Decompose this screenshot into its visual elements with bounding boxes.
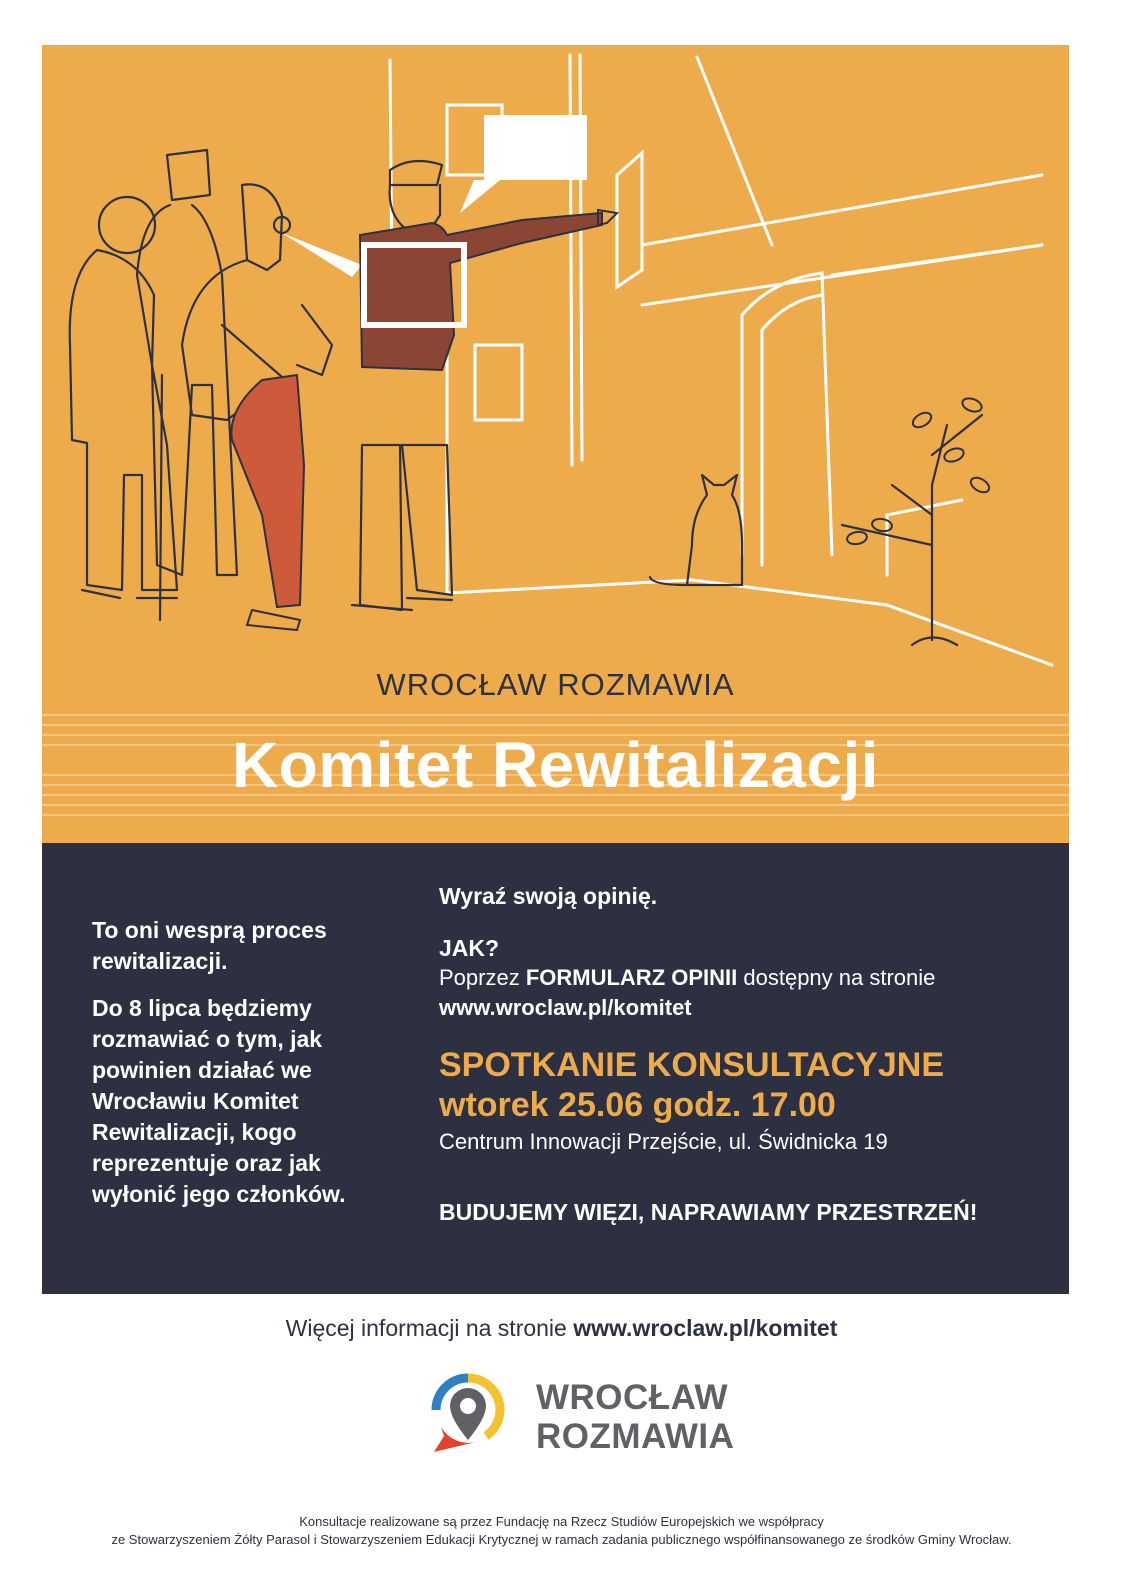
opinion-form-label: FORMULARZ OPINII bbox=[525, 965, 738, 990]
more-info-line: Więcej informacji na stronie www.wroclaw.pl/komitet bbox=[285, 1315, 838, 1341]
meeting-title: SPOTKANIE KONSULTACYJNE bbox=[439, 1046, 945, 1084]
how-label: JAK? bbox=[439, 935, 500, 961]
people-pointing-at-street-illustration bbox=[42, 45, 1069, 675]
info-panel bbox=[42, 843, 1069, 1294]
info-right-column bbox=[439, 881, 1059, 1227]
logo-text: WROCŁAW ROZMAWIA bbox=[536, 1378, 735, 1456]
meeting-date: wtorek 25.06 godz. 17.00 bbox=[439, 1086, 836, 1124]
event-series-label: WROCŁAW ROZMAWIA bbox=[376, 667, 735, 702]
footer-credits: Konsultacje realizowane są przez Fundację na Rzecz Studiów Europejskich we współpracy ze Stowarzyszeniem Żółty Parasol i Stowarzyszeniem Edukacji Krytycznej w ramach zadania publicznego współfinansowanego ze środków Gminy Wrocław. bbox=[111, 1514, 1012, 1547]
info-left-column bbox=[92, 915, 392, 1226]
slogan: BUDUJEMY WIĘZI, NAPRAWIAMY PRZESTRZEŃ! bbox=[439, 1199, 978, 1225]
how-text: Poprzez FORMULARZ OPINII dostępny na stronie bbox=[439, 965, 936, 990]
komitet-link[interactable]: www.wroclaw.pl/komitet bbox=[439, 995, 692, 1020]
meeting-location: Centrum Innowacji Przejście, ul. Świdnicka 19 bbox=[439, 1129, 888, 1154]
description-text: Do 8 lipca będziemy rozmawiać o tym, jak powinien działać we Wrocławiu Komitet Rewitalizacji, kogo reprezentuje oraz jak wyłonić jego członków. bbox=[92, 995, 346, 1207]
poster-header bbox=[42, 45, 1069, 843]
more-info-link[interactable]: www.wroclaw.pl/komitet bbox=[573, 1315, 838, 1341]
call-to-action: Wyraź swoją opinię. bbox=[439, 883, 658, 909]
intro-text: To oni wesprą proces rewitalizacji. bbox=[92, 917, 327, 974]
page-title: Komitet Rewitalizacji bbox=[231, 729, 880, 801]
